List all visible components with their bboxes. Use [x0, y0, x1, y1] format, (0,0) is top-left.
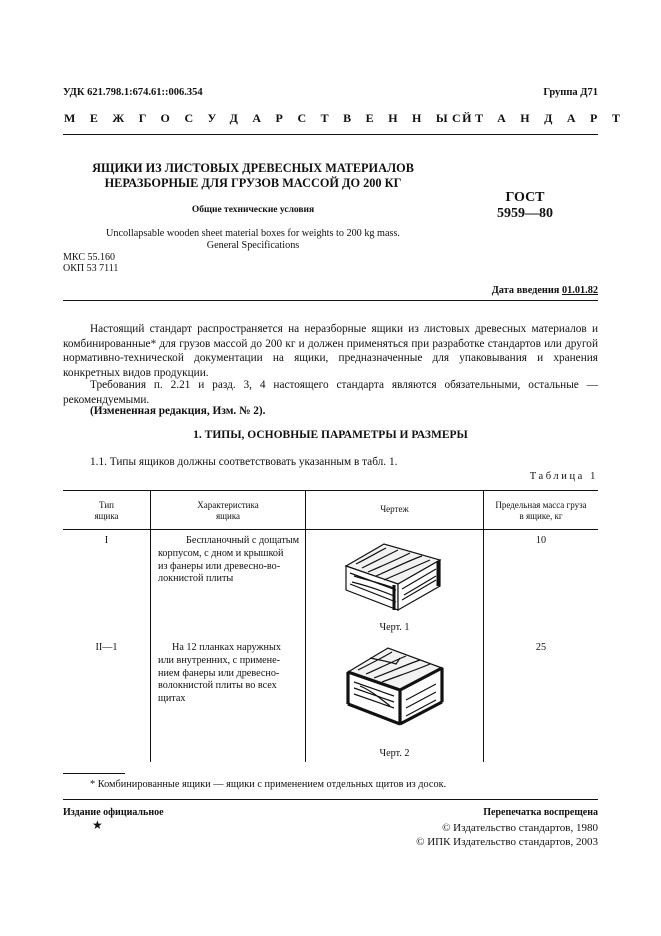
okp-code: ОКП 53 7111 — [63, 263, 119, 274]
row2-char-line-3: нием фанеры или древесно- — [158, 667, 280, 679]
table-header-rule — [63, 529, 598, 530]
english-title-line-1: Uncollapsable wooden sheet material boxes for weights to 200 kg mass. — [106, 228, 400, 239]
header-type-line-1: Тип — [99, 500, 114, 510]
row1-char-line-3: из фанеры или древесно-во- — [158, 560, 281, 572]
table-top-rule — [63, 490, 598, 491]
table-col-divider-3 — [483, 490, 484, 762]
section-heading: 1. ТИПЫ, ОСНОВНЫЕ ПАРАМЕТРЫ И РАЗМЕРЫ — [193, 429, 468, 441]
row2-char-line-1: На 12 планках наружных — [172, 642, 281, 653]
intro-paragraph-1: Настоящий стандарт распространяется на неразборные ящики из листовых древесных материалов и комбинированные* для грузов массой до 200 кг и должен применяться при разработке стандартов или другой нормативно-технической документации на ящики, предназначенные для упаковывания и хранения конкретных видов продукции. — [63, 323, 598, 379]
title-line-2: НЕРАЗБОРНЫЕ ДЛЯ ГРУЗОВ МАССОЙ ДО 200 КГ — [104, 176, 402, 190]
box-type-1-drawing — [338, 540, 448, 614]
footnote-rule — [63, 773, 125, 774]
row1-mass: 10 — [535, 535, 547, 546]
header-characteristic — [151, 500, 305, 522]
english-title — [63, 228, 443, 252]
row2-char-line-2: или внутренних, с примене- — [158, 654, 281, 666]
amendment-note: (Измененная редакция, Изм. № 2). — [90, 405, 266, 417]
row1-char-line-4: локнистой плиты — [158, 573, 234, 585]
group-code: Группа Д71 — [543, 87, 598, 98]
header-rule — [63, 134, 598, 135]
effective-date-value: 01.01.82 — [561, 285, 598, 296]
header-characteristic-line-1: Характеристика — [197, 500, 259, 510]
box-type-2-drawing — [340, 640, 450, 728]
row1-char-line-1: Беспланочный с дощатым — [186, 535, 300, 546]
row2-mass: 25 — [535, 642, 547, 653]
official-edition: Издание официальное — [63, 807, 164, 818]
effective-date-label: Дата введения — [491, 285, 560, 296]
row2-characteristic — [158, 642, 303, 706]
document-title — [63, 161, 443, 191]
header-mass-line-2: в ящике, кг — [519, 511, 563, 521]
mks-code: МКС 55.160 — [63, 252, 115, 263]
footer-rule — [63, 799, 598, 800]
title-line-1: ЯЩИКИ ИЗ ЛИСТОВЫХ ДРЕВЕСНЫХ МАТЕРИАЛОВ — [92, 161, 414, 175]
header-type-line-2: ящика — [94, 511, 119, 521]
effective-date — [492, 285, 598, 296]
udk-code: УДК 621.798.1:674.61::006.354 — [63, 87, 203, 98]
banner-standard: СТАНДАРТ — [452, 111, 635, 125]
header-mass-line-1: Предельная масса груза — [495, 500, 587, 510]
row2-char-line-4: волокнистой плиты во всех — [158, 680, 277, 692]
row1-type: I — [104, 535, 109, 546]
row1-characteristic — [158, 535, 303, 586]
table-caption: Таблица 1 — [529, 471, 598, 482]
row2-drawing-caption: Черт. 2 — [379, 748, 410, 759]
table-col-divider-1 — [150, 490, 151, 762]
document-subtitle: Общие технические условия — [191, 205, 315, 215]
row1-drawing-caption: Черт. 1 — [379, 622, 410, 633]
reprint-prohibited: Перепечатка воспрещена — [483, 807, 598, 818]
clause-1-1: 1.1. Типы ящиков должны соответствовать указанным в табл. 1. — [90, 456, 398, 468]
header-characteristic-line-2: ящика — [215, 511, 241, 521]
copyright-1980: © Издательство стандартов, 1980 — [442, 822, 598, 834]
row2-type: II—1 — [95, 642, 118, 653]
gost-label: ГОСТ — [505, 190, 545, 205]
star-icon: ★ — [92, 818, 103, 832]
row1-char-line-2: корпусом, с дном и крышкой — [158, 547, 284, 559]
english-title-line-2: General Specifications — [206, 240, 300, 251]
date-rule — [63, 300, 598, 301]
intro-paragraph-2: Требования п. 2.21 и разд. 3, 4 настоящего стандарта являются обязательными, остальные — рекомендуемыми. — [63, 379, 598, 406]
classification-codes — [63, 252, 118, 274]
row2-char-line-5: щитах — [158, 693, 186, 705]
gost-designation — [470, 190, 580, 222]
header-type — [63, 500, 150, 522]
banner-interstate: МЕЖГОСУДАРСТВЕННЫЙ — [64, 111, 486, 125]
footnote: * Комбинированные ящики — ящики с применением отдельных щитов из досок. — [90, 779, 447, 790]
gost-number: 5959—80 — [497, 206, 553, 221]
header-mass — [484, 500, 598, 522]
header-drawing: Чертеж — [380, 504, 409, 514]
copyright-2003: © ИПК Издательство стандартов, 2003 — [416, 836, 598, 848]
